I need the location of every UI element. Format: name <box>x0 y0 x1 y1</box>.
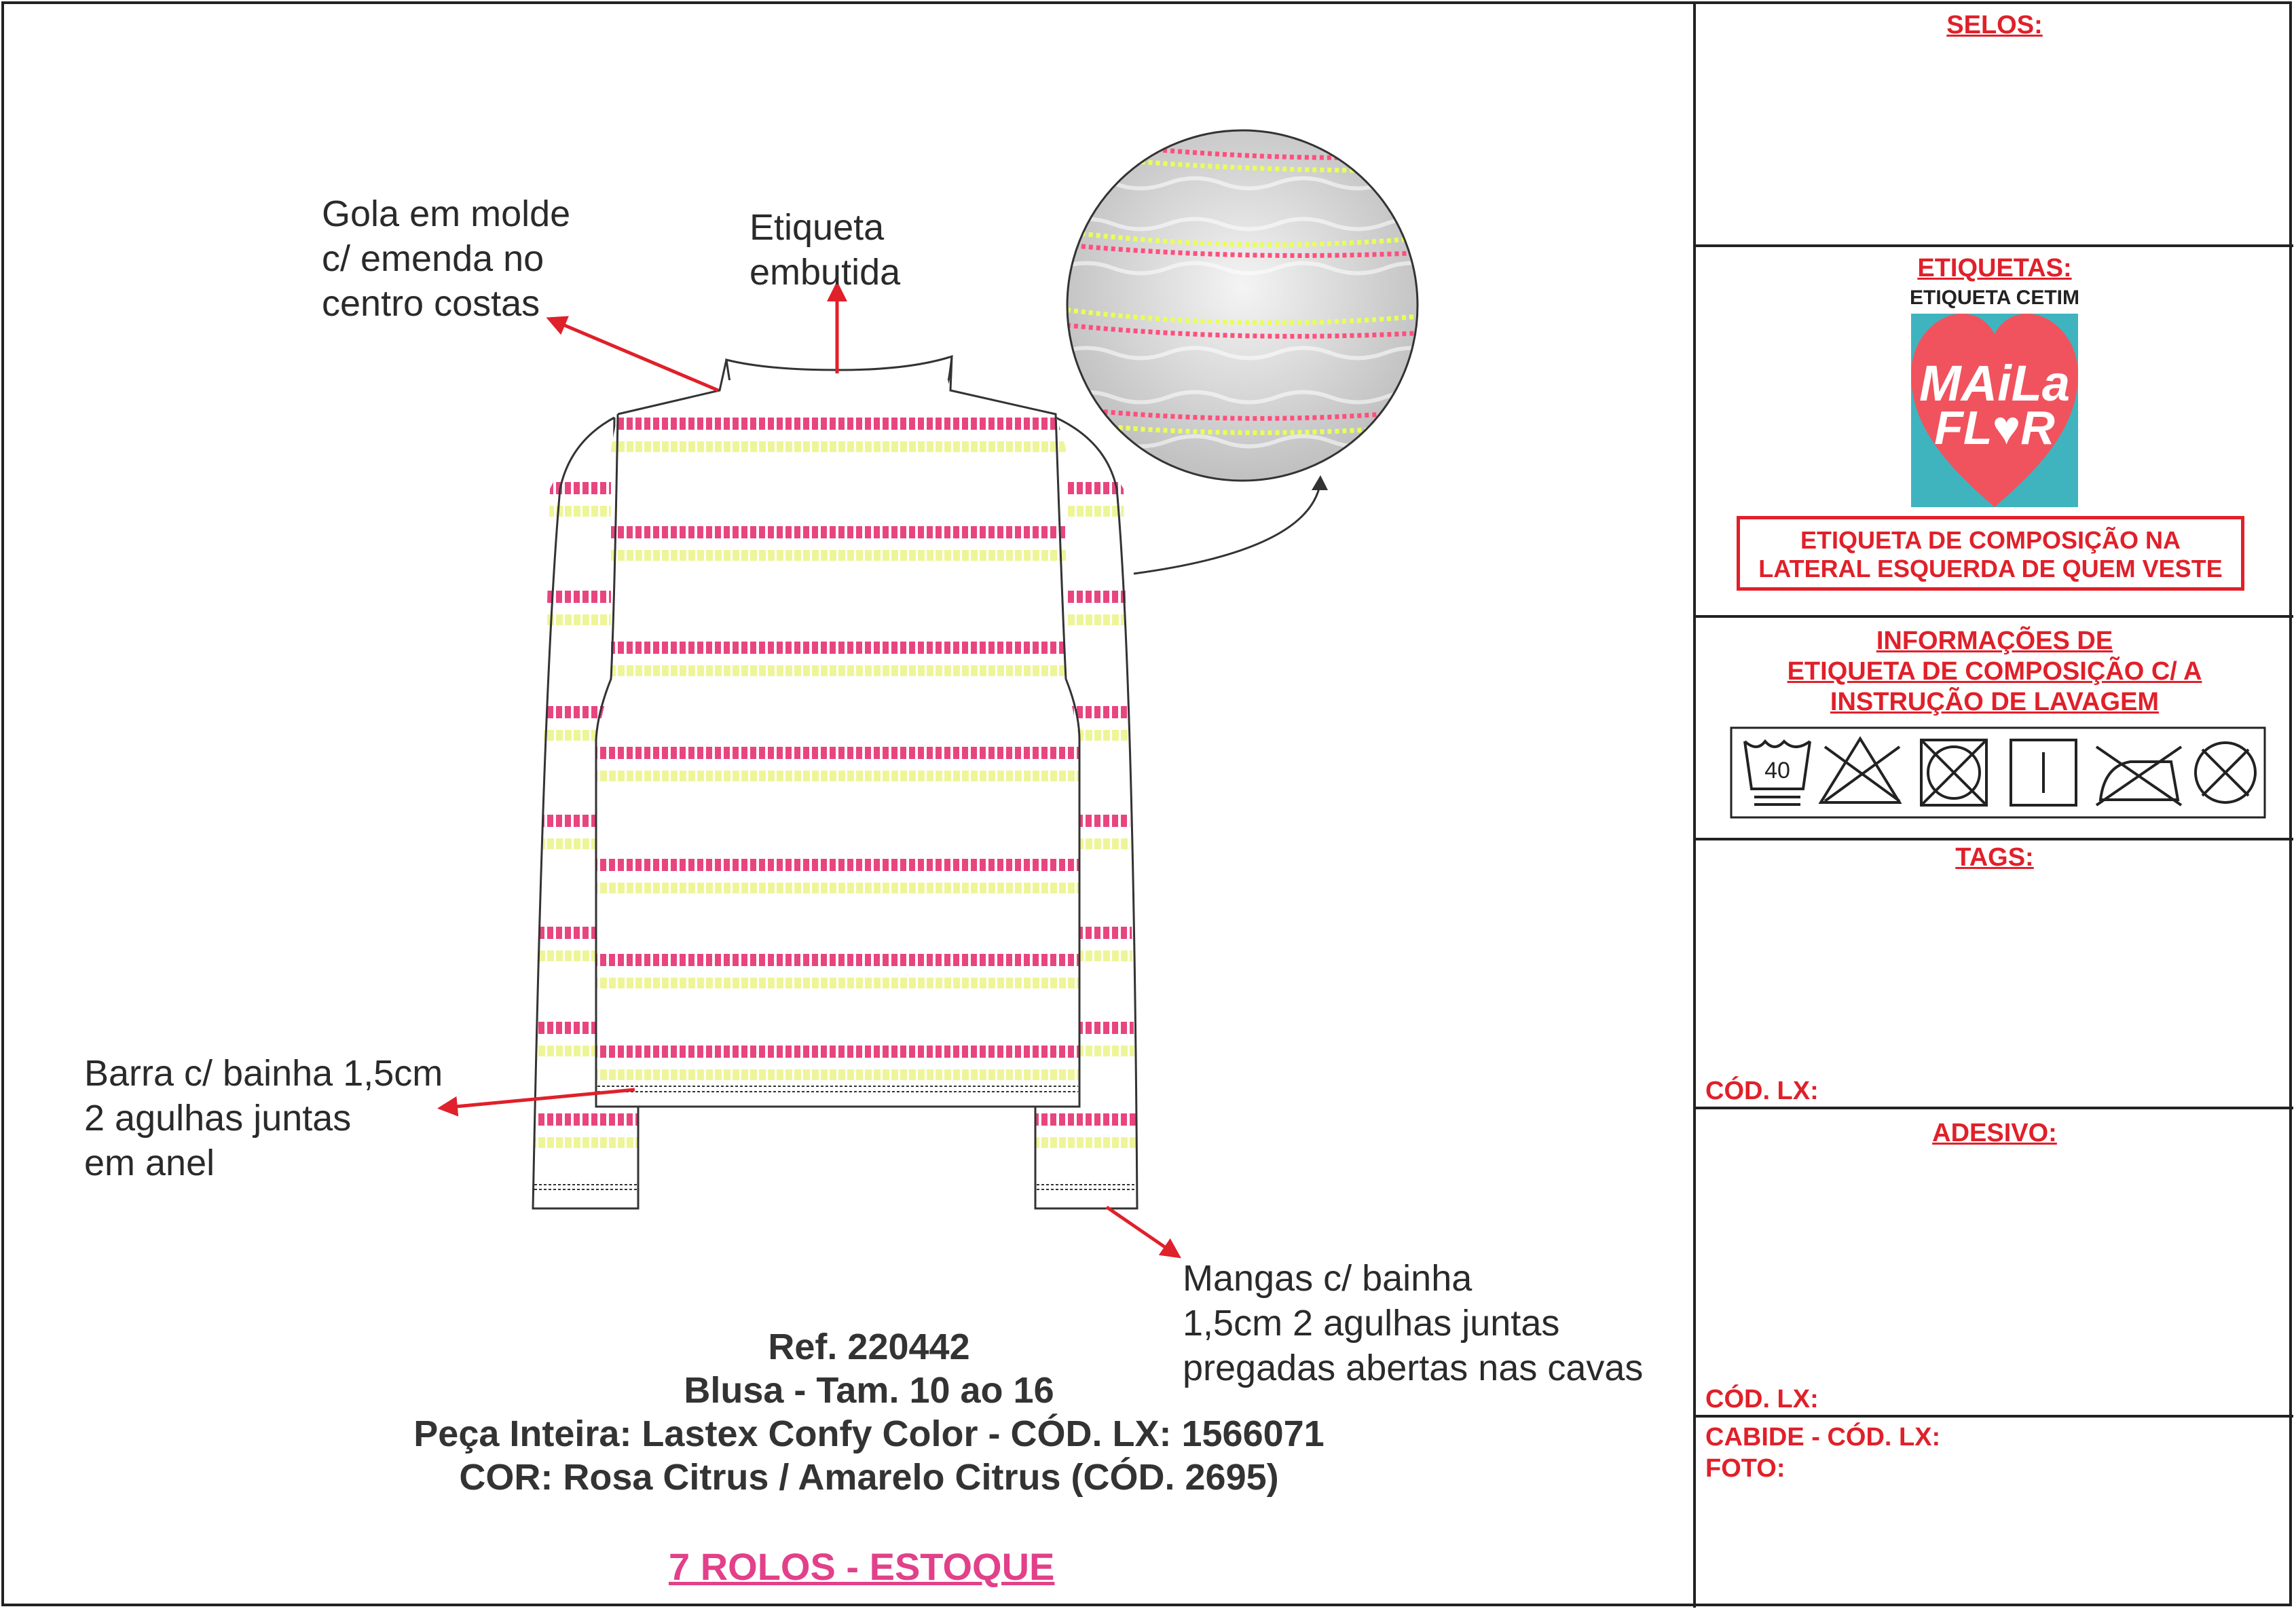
info-title-line: INSTRUÇÃO DE LAVAGEM <box>1830 688 2160 716</box>
hem-note <box>84 1051 443 1185</box>
tags-cod: CÓD. LX: <box>1705 1077 1819 1105</box>
collar-arrow <box>550 319 718 390</box>
divider-etiquetas <box>1693 615 2293 618</box>
etiqueta-cetim-label: ETIQUETA CETIM <box>1910 286 2079 309</box>
selos-title: SELOS: <box>1946 11 2043 39</box>
care-symbols <box>1730 726 2266 819</box>
label-note-line: Etiqueta <box>749 207 885 248</box>
sleeve-note-line: pregadas abertas nas cavas <box>1183 1348 1644 1388</box>
info-title <box>1696 626 2293 718</box>
sleeve-note-line: Mangas c/ bainha <box>1183 1258 1473 1299</box>
divider-tags <box>1693 1107 2293 1109</box>
brand-logo <box>1911 314 2078 507</box>
product-fabric: Peça Inteira: Lastex Confy Color - CÓD. LX: 1566071 <box>413 1413 1325 1454</box>
collar-note-line: c/ emenda no <box>322 238 544 279</box>
adesivo-cod: CÓD. LX: <box>1705 1385 1819 1413</box>
composition-box <box>1737 516 2244 591</box>
product-caption <box>258 1325 1480 1499</box>
collar-note <box>322 191 570 326</box>
hem-note-line: Barra c/ bainha 1,5cm <box>84 1053 443 1094</box>
product-name: Blusa - Tam. 10 ao 16 <box>684 1370 1054 1411</box>
fabric-swatch <box>1059 122 1439 489</box>
adesivo-title: ADESIVO: <box>1932 1119 2057 1147</box>
collar-note-line: centro costas <box>322 283 540 324</box>
foto-label: FOTO: <box>1705 1454 1785 1483</box>
hem-note-line: 2 agulhas juntas <box>84 1098 352 1139</box>
wash-temp-text: 40 <box>1764 758 1790 783</box>
sidebar-divider <box>1693 1 1696 1608</box>
cabide-cod: CABIDE - CÓD. LX: <box>1705 1423 1941 1451</box>
brand-logo-text-1: MAiLa <box>1919 355 2070 411</box>
hem-note-line: em anel <box>84 1143 215 1183</box>
stock-note: 7 ROLOS - ESTOQUE <box>669 1545 1055 1588</box>
label-note <box>749 205 900 295</box>
divider-adesivo <box>1693 1415 2293 1418</box>
sleeve-arrow <box>1107 1207 1178 1256</box>
info-title-line: INFORMAÇÕES DE <box>1876 627 2113 655</box>
product-ref: Ref. 220442 <box>768 1327 970 1367</box>
tags-title: TAGS: <box>1955 843 2034 872</box>
swatch-arrow <box>1134 482 1320 574</box>
label-note-line: embutida <box>749 252 901 293</box>
info-title-line: ETIQUETA DE COMPOSIÇÃO C/ A <box>1787 657 2202 686</box>
composition-line: ETIQUETA DE COMPOSIÇÃO NA <box>1800 526 2181 554</box>
composition-line: LATERAL ESQUERDA DE QUEM VESTE <box>1758 555 2223 582</box>
divider-info <box>1693 838 2293 840</box>
product-color: COR: Rosa Citrus / Amarelo Citrus (CÓD. 2695) <box>459 1457 1279 1498</box>
brand-logo-text-2: FL♥R <box>1934 401 2055 454</box>
divider-selos <box>1693 244 2293 247</box>
sleeve-note-line: 1,5cm 2 agulhas juntas <box>1183 1303 1560 1344</box>
collar-note-line: Gola em molde <box>322 193 571 234</box>
etiquetas-title: ETIQUETAS: <box>1917 254 2072 282</box>
